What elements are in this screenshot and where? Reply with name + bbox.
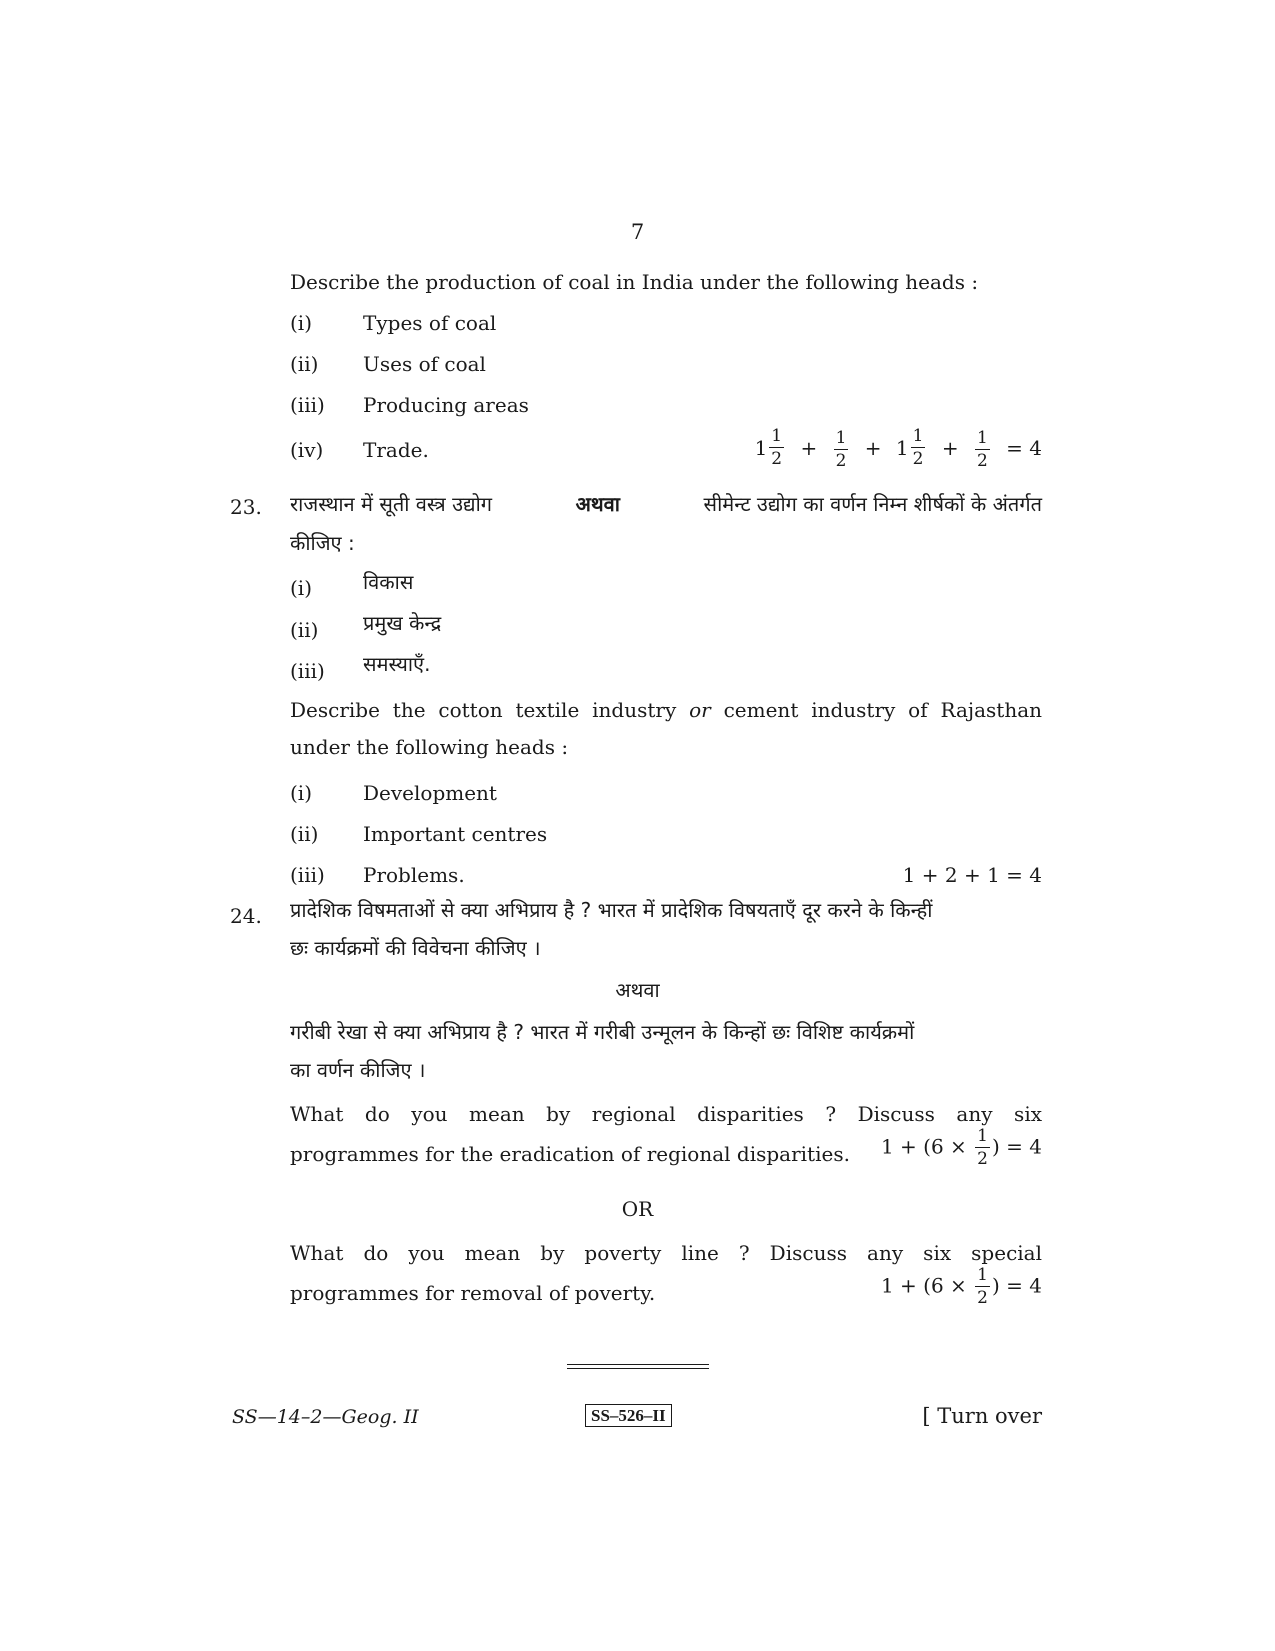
q23-marks: 1 + 2 + 1 = 4: [902, 863, 1042, 887]
q22-item-text: Trade.: [363, 438, 429, 462]
q22-marks: 1 $\frac{1}{2}$ + $\frac{1}{2}$ + 1 $\frac{1}{2}$ + $\frac{1}{2}$ = 4: [754, 426, 1042, 471]
q23-hindi-item-text: प्रमुख केन्द्र: [363, 611, 442, 635]
q24-marks-b: 1 + (6 × $\frac{1}{2}$ ) = 4: [880, 1265, 1042, 1308]
q22-item-num: (i): [290, 311, 313, 335]
q23-hindi-line1: राजस्थान में सूती वस्त्र उद्योग अथवा सीमेन्ट उद्योग का वर्णन निम्न शीर्षकों के अंतर्गत: [290, 492, 1042, 516]
q22-item-text: Types of coal: [363, 311, 497, 335]
q23-hindi-line2: कीजिए :: [290, 531, 355, 555]
q24-marks-a: 1 + (6 × $\frac{1}{2}$ ) = 4: [880, 1126, 1042, 1169]
q23-english-item-num: (ii): [290, 822, 319, 846]
footer-turn-over: [ Turn over: [922, 1404, 1042, 1428]
q23-hindi-item-num: (iii): [290, 659, 325, 683]
q23-hindi-item-text: समस्याएँ.: [363, 652, 431, 676]
fraction: $\frac{1}{2}$: [835, 427, 847, 471]
fraction: $\frac{1}{2}$: [976, 427, 988, 471]
question-number: 23.: [230, 495, 262, 519]
q24-english-b-line2: programmes for removal of poverty.: [290, 1281, 656, 1305]
q23-english-item-text: Important centres: [363, 822, 548, 846]
question-number: 24.: [230, 904, 262, 928]
fraction: $\frac{1}{2}$: [771, 426, 783, 469]
q23-hindi-item-num: (i): [290, 576, 313, 600]
q24-hindi-a-line1: प्रादेशिक विषमताओं से क्या अभिप्राय है ? भारत में प्रादेशिक विषयताएँ दूर करने के किन्हीं: [290, 898, 933, 922]
mixed-fraction: 1 $\frac{1}{2}$: [754, 426, 783, 469]
q22-item-num: (iv): [290, 438, 324, 462]
q22-item-text: Uses of coal: [363, 352, 486, 376]
q22-item-num: (ii): [290, 352, 319, 376]
q24-or: OR: [621, 1197, 654, 1221]
q23-english-item-num: (i): [290, 781, 313, 805]
end-rule: [567, 1364, 709, 1369]
q24-hindi-b-line1: गरीबी रेखा से क्या अभिप्राय है ? भारत में गरीबी उन्मूलन के किन्हों छः विशिष्ट कार्यक्रमों: [290, 1020, 915, 1044]
q24-english-a-line1: What do you mean by regional disparities ? Discuss any six: [290, 1102, 1042, 1126]
q24-hindi-b-line2: का वर्णन कीजिए ।: [290, 1058, 426, 1082]
q24-english-a-line2: programmes for the eradication of regional disparities.: [290, 1142, 850, 1166]
fraction: $\frac{1}{2}$: [977, 1265, 988, 1308]
page-number: 7: [630, 220, 645, 244]
q23-english-item-text: Development: [363, 781, 497, 805]
q24-hindi-or: अथवा: [615, 978, 660, 1002]
q23-hindi-item-num: (ii): [290, 618, 319, 642]
footer-code: SS—14–2—Geog. II: [232, 1406, 419, 1428]
q22-item-num: (iii): [290, 393, 325, 417]
q22-item-text: Producing areas: [363, 393, 529, 417]
q23-english-item-num: (iii): [290, 863, 325, 887]
q24-english-b-line1: What do you mean by poverty line ? Discuss any six special: [290, 1241, 1042, 1265]
q23-english-item-text: Problems.: [363, 863, 465, 887]
q23-english-text: Describe the cotton textile industry or cement industry of Rajasthan under the following heads :: [290, 698, 1043, 759]
fraction: $\frac{1}{2}$: [912, 426, 924, 469]
fraction: $\frac{1}{2}$: [977, 1126, 988, 1169]
footer-paper-code: SS–526–II: [585, 1404, 672, 1427]
q24-hindi-a-line2: छः कार्यक्रमों की विवेचना कीजिए ।: [290, 936, 541, 960]
q23-hindi-item-text: विकास: [363, 570, 414, 594]
mixed-fraction: 1 $\frac{1}{2}$: [895, 426, 924, 469]
q22-intro: Describe the production of coal in India under the following heads :: [290, 270, 979, 294]
